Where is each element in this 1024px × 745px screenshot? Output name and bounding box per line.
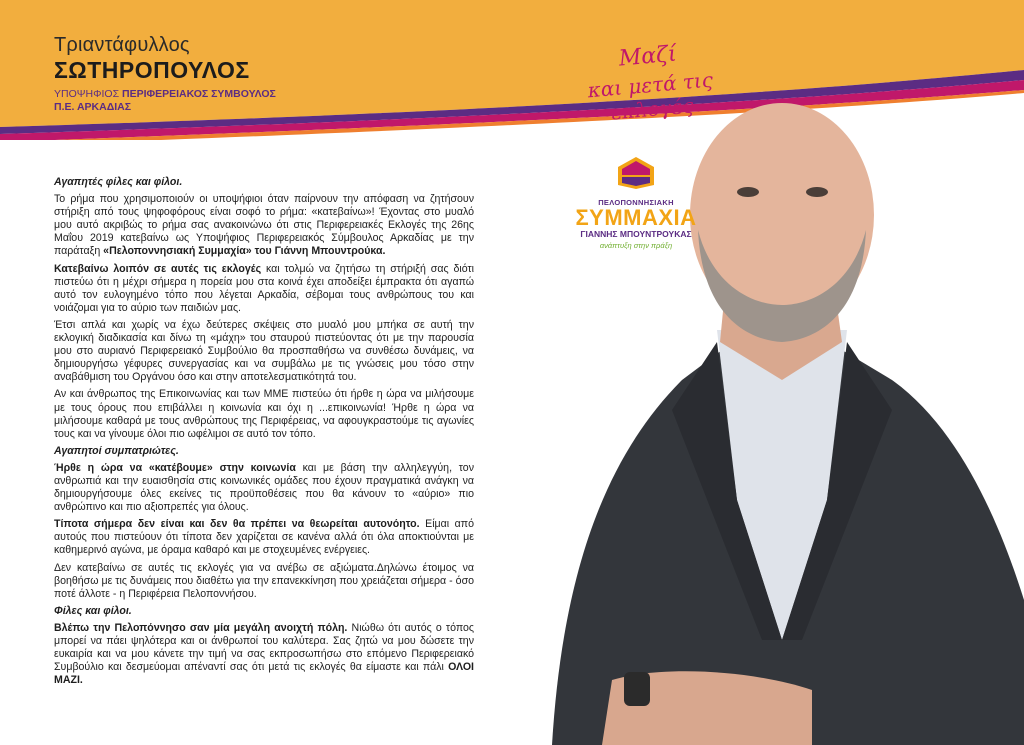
greeting: Φίλες και φίλοι. bbox=[54, 604, 132, 617]
logo-leader: ΓΙΑΝΝΗΣ ΜΠΟΥΝΤΡΟΥΚΑΣ bbox=[580, 229, 692, 239]
paragraph: Το ρήμα που χρησιμοποιούν οι υποψήφιοι όταν παίρνουν την απόφαση να ζητήσουν στήριξη από τους ψηφοφόρους είναι σοφό το ρήμα: «κατεβαίνω»! Έχοντας στο μυαλό μου αυτό ακριβώς το ρήμα σας ανακοινώνω ότι στις Περιφερειακές Εκλογές της 26ης Μαΐου 2019 κατεβαίνω ως Υποψήφιος Περιφερειακός Σύμβουλος Αρκαδίας με την παράταξη «Πελοποννησιακή Συμμαχία» του Γιάννη Μπουντρούκα. bbox=[54, 193, 474, 258]
paragraph: Βλέπω την Πελοπόννησο σαν μία μεγάλη ανοιχτή πόλη. Νιώθω ότι αυτός ο τόπος μπορεί να πάει ψηλότερα και οι άνθρωποί του καλύτερα. Σας ζητώ να μου δώσετε την ευκαιρία και να μου κάνετε την τιμή να σας εκπροσωπήσω στο επόμενο Περιφερειακό Συμβούλιο και δεσμεύομαι απέναντί σας ότι μετά τις εκλογές θα είμαστε και πάλι ΟΛΟΙ ΜΑΖΙ. bbox=[54, 621, 474, 687]
paragraph: Τίποτα σήμερα δεν είναι και δεν θα πρέπει να θεωρείται αυτονόητο. Είμαι από αυτούς που πιστεύουν ότι τίποτα δεν χαρίζεται σε κανένα αλλά ότι όλα αποκτιούνται με καθημερινό αγώνα, με όραμα καθαρό και με στοχευμένες ενέργειες. bbox=[54, 518, 474, 557]
candidate-role bbox=[54, 88, 276, 114]
logo-name: ΣΥΜΜΑΧΙΑ bbox=[575, 205, 697, 230]
greeting: Αγαπητοί συμπατριώτες. bbox=[54, 444, 179, 457]
greeting: Αγαπητές φίλες και φίλοι. bbox=[54, 176, 183, 188]
candidate-last-name: ΣΩΤΗΡΟΠΟΥΛΟΣ bbox=[54, 57, 250, 83]
district-label: Π.Ε. ΑΡΚΑΔΙΑΣ bbox=[54, 101, 132, 113]
role-prefix: ΥΠΟΨΗΦΙΟΣ bbox=[54, 88, 122, 100]
paragraph: Αν και άνθρωπος της Επικοινωνίας και των ΜΜΕ πιστεύω ότι ήρθε η ώρα να μιλήσουμε με τους όρους που επιβάλλει η κοινωνία και όχι η ...επικοινωνία! Ήρθε η ώρα να μιλήσουμε καθαρά με τους ανθρώπους της Περιφέρειας, να αφουγκραστούμε τις αγωνίες τους και να γίνουμε όλοι πιο ωφέλιμοι σε αυτό τον τόπο. bbox=[54, 388, 474, 440]
alliance-emblem-icon bbox=[616, 155, 656, 191]
paragraph: Ήρθε η ώρα να «κατέβουμε» στην κοινωνία και με βάση την αλληλεγγύη, τον ανθρωπιά και την ευαισθησία στις κοινωνικές ομάδες που έχουν πραγματικά ανάγκη να δημιουργήσουμε όλες εκείνες τις προϋποθέσεις που θα κάνουν το «αύριο» πιο ανθρώπινο και πιο αξιοπρεπές για όλους. bbox=[54, 461, 474, 514]
paragraph: Έτσι απλά και χωρίς να έχω δεύτερες σκέψεις στο μυαλό μου μπήκα σε αυτή την εκλογική διαδικασία και δίνω τη «μάχη» του σταυρού πιστεύοντας ότι με την παρουσία μου στο αυριανό Περιφερειακό Συμβούλιο θα προσπαθήσω να συνθέσω δυνάμεις, να δημιουργήσω γέφυρες συνεργασίας και να συμβάλω με τις γνώσεις μου τόσο στην αναβάθμιση του Οργάνου όσο και στην αποτελεσματικότητά του. bbox=[54, 318, 474, 384]
party-logo bbox=[566, 155, 706, 250]
role-title: ΠΕΡΙΦΕΡΕΙΑΚΟΣ ΣΥΜΒΟΥΛΟΣ bbox=[121, 88, 276, 100]
paragraph: Κατεβαίνω λοιπόν σε αυτές τις εκλογές και τολμώ να ζητήσω τη στήριξή σας διότι πιστεύω ότι η μέχρι σήμερα η πορεία μου στα κοινά έχει αποδείξει έμπρακτα ότι αγαπώ αυτό τον ευλογημένο τόπο που λέγεται Αρκαδία, σέβομαι τους ανθρώπους του και νοιάζομαι για το αύριο των παιδιών μας. bbox=[54, 262, 474, 314]
campaign-slogan bbox=[557, 36, 743, 128]
candidate-first-name: Τριαντάφυλλος bbox=[54, 34, 190, 56]
slogan-line-2: και μετά τις εκλογές bbox=[586, 67, 714, 125]
paragraph: Δεν κατεβαίνω σε αυτές τις εκλογές για να ανέβω σε αξιώματα.Δηλώνω έτοιμος να βοηθήσω με τις δυνάμεις που διαθέτω για την επανεκκίνηση που χρειάζεται σήμερα - όσο ποτέ άλλοτε - η Περιφέρεια Πελοποννήσου. bbox=[54, 561, 474, 600]
slogan-line-1: Μαζί bbox=[617, 41, 678, 72]
logo-superscript: ΠΕΛΟΠΟΝΝΗΣΙΑΚΗ bbox=[598, 198, 674, 207]
campaign-letter bbox=[54, 176, 474, 691]
logo-motto: ανάπτυξη στην πράξη bbox=[599, 241, 673, 250]
